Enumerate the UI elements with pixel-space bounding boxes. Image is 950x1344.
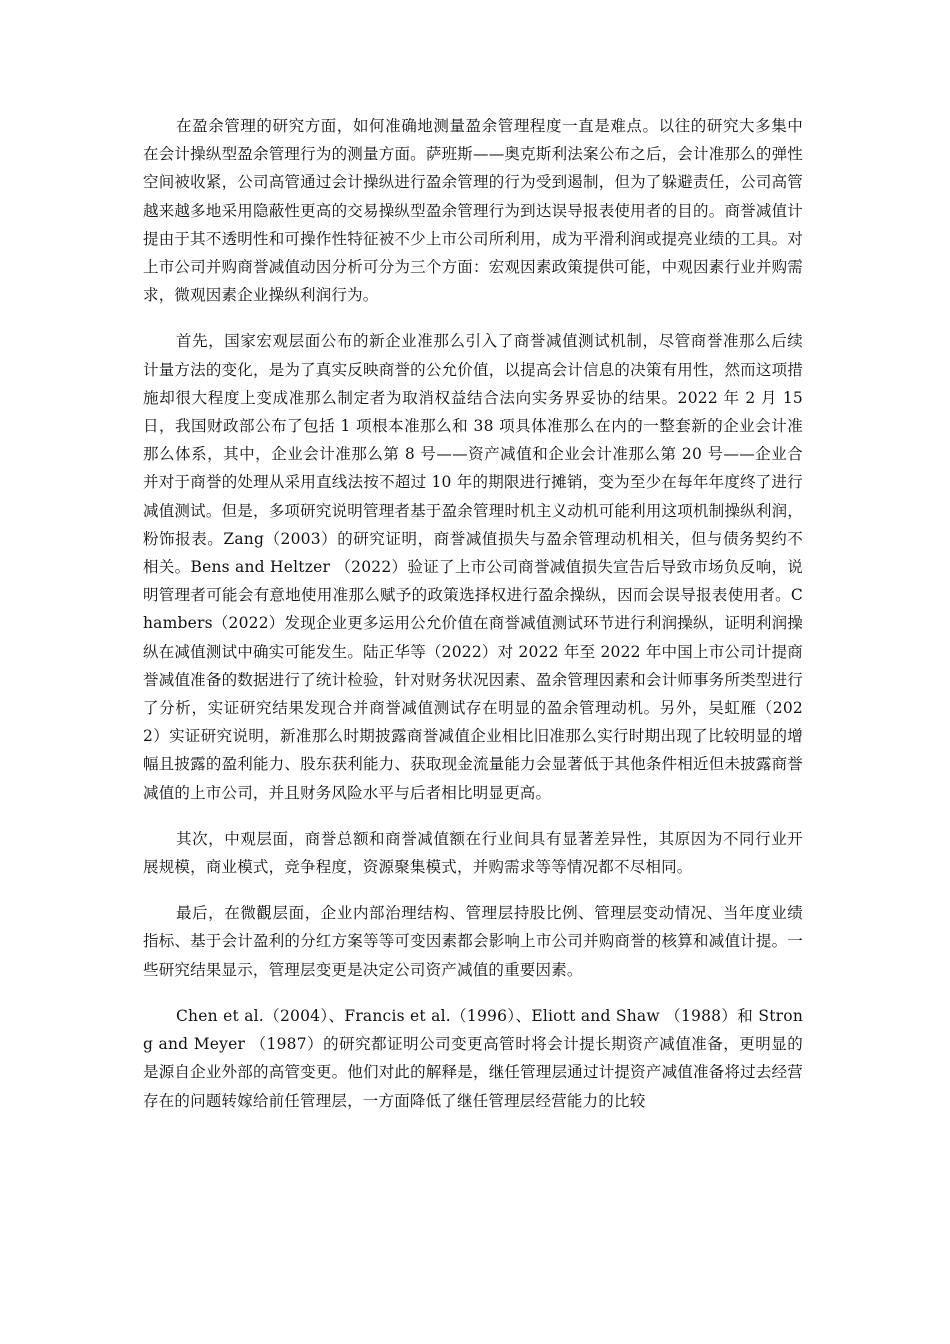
document-body — [143, 112, 803, 1115]
paragraph-macro-factors: 首先，国家宏观层面公布的新企业准那么引入了商誉减值测试机制，尽管商誉准那么后续计量方法的变化，是为了真实反映商誉的公允价值，以提高会计信息的决策有用性，然而这项措施却很大程度上变成准那么制定者为取消权益结合法向实务界妥协的结果。2022 年 2 月 15 日，我国财政部公布了包括 1 项根本准那么和 38 项具体准那么在内的一整套新的企业会计准那么体系，其中，企业会计准那么第 8 号——资产减值和企业会计准那么第 20 号——企业合并对于商誉的处理从采用直线法按不超过 10 年的期限进行摊销，变为至少在每年年度终了进行减值测试。但是，多项研究说明管理者基于盈余管理时机主义动机可能利用这项机制操纵利润，粉饰报表。Zang（2003）的研究证明，商誉减值损失与盈余管理动机相关，但与债务契约不相关。Bens and Heltzer （2022）验证了上市公司商誉减值损失宣告后导致市场负反响，说明管理者可能会有意地使用准那么赋予的政策选择权进行盈余操纵，因而会误导报表使用者。Chambers（2022）发现企业更多运用公允价值在商誉减值测试环节进行利润操纵，证明利润操纵在减值测试中确实可能发生。陆正华等（2022）对 2022 年至 2022 年中国上市公司计提商誉减值准备的数据进行了统计检验，针对财务状况因素、盈余管理因素和会计师事务所类型进行了分析，实证研究结果发现合并商誉减值测试存在明显的盈余管理动机。另外，吴虹雁（2022）实证研究说明，新准那么时期披露商誉减值企业相比旧准那么实行时期出现了比较明显的增幅且披露的盈利能力、股东获利能力、获取现金流量能力会显著低于其他条件相近但未披露商誉减值的上市公司，并且财务风险水平与后者相比明显更高。 — [143, 332, 803, 802]
paragraph-research-overview: 在盈余管理的研究方面，如何准确地测量盈余管理程度一直是难点。以往的研究大多集中在会计操纵型盈余管理行为的测量方面。萨班斯——奥克斯利法案公布之后，会计准那么的弹性空间被收紧，公司高管通过会计操纵进行盈余管理的行为受到遏制，但为了躲避责任，公司高管越来越多地采用隐蔽性更高的交易操纵型盈余管理行为到达误导报表使用者的目的。商誉减值计提由于其不透明性和可操作性特征被不少上市公司所利用，成为平滑利润或提亮业绩的工具。对上市公司并购商誉减值动因分析可分为三个方面：宏观因素政策提供可能，中观因素行业并购需求，微观因素企业操纵利润行为。 — [143, 117, 803, 305]
paragraph-micro-factors: 最后，在微觀层面，企业内部治理结构、管理层持股比例、管理层变动情况、当年度业绩指标、基于会计盈利的分红方案等等可变因素都会影响上市公司并购商誉的核算和减值计提。一些研究结果显示，管理层变更是决定公司资产减值的重要因素。 — [143, 904, 803, 979]
paragraph-meso-factors: 其次，中观层面，商誉总额和商誉减值额在行业间具有显著差异性，其原因为不同行业开展规模，商业模式，竞争程度，资源聚集模式，并购需求等等情况都不尽相同。 — [143, 829, 803, 877]
paragraph-management-change: Chen et al.（2004）、Francis et al.（1996）、Eliott and Shaw （1988）和 Strong and Meyer （1987）的研究都证明公司变更高管时将会计提长期资产减值准备，更明显的是源自企业外部的高管变更。他们对此的解释是，继任管理层通过计提资产减值准备将过去经营存在的问题转嫁给前任管理层，一方面降低了继任管理层经营能力的比较 — [143, 1006, 803, 1110]
